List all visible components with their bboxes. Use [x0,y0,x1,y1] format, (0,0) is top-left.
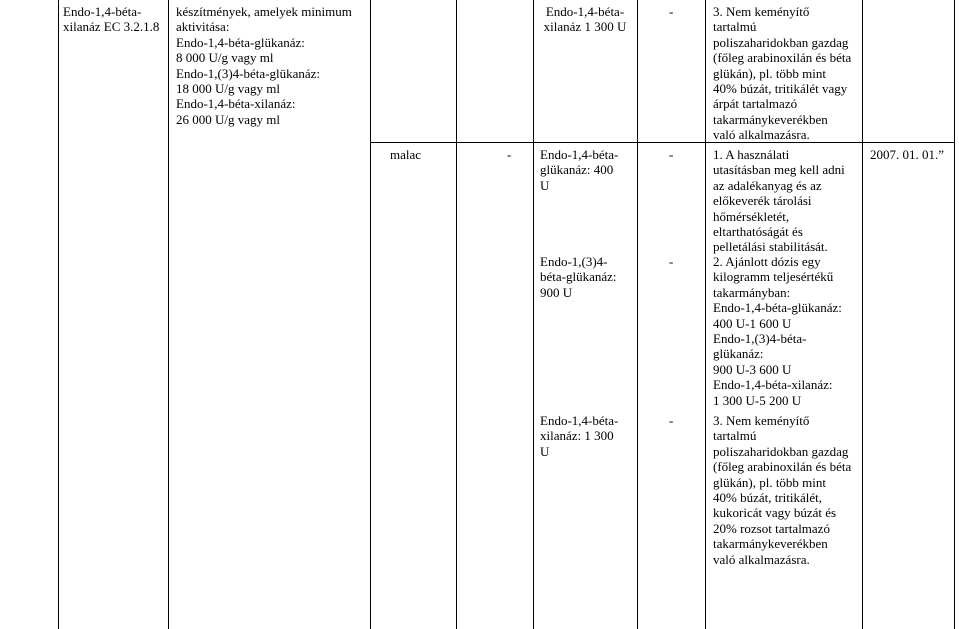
table-border-left [58,0,59,629]
table-border-2 [370,0,371,629]
table-border-right [954,0,955,629]
expiry-date-cell: 2007. 01. 01.” [870,147,945,162]
dose-glucanase-cell: Endo-1,4-béta- glükanáz: 400 U [540,147,619,193]
product-composition-cell: készítmények, amelyek minimum aktivitása: Endo-1,4-béta-glükanáz: 8 000 U/g vagy ml Endo-1,(3)4-béta-glükanáz: 18 000 U/g vagy ml Endo-1,4-béta-xilanáz: 26 000 U/g vagy ml [176,4,352,127]
note-2-cell: 2. Ajánlott dózis egy kilogramm teljesértékű takarmányban: Endo-1,4-béta-glükanáz: 400 U-1 600 U Endo-1,(3)4-béta- glükanáz: 900 U-3 600 U Endo-1,4-béta-xilanáz: 1 300 U-5 200 U [713,254,842,408]
dash-cell: - [669,147,674,162]
table-border-3 [456,0,457,629]
dose-xylanase-cell: Endo-1,4-béta- xilanáz 1 300 U [543,4,627,35]
dash-cell: - [507,147,512,162]
table-border-7 [862,0,863,629]
table-border-4 [533,0,534,629]
table-border-1 [168,0,169,629]
dash-cell: - [669,413,674,428]
dash-cell: - [669,4,674,19]
note-3-cell: 3. Nem keményítő tartalmú poliszaharidokban gazdag (főleg arabinoxilán és béta glükán), pl. több mint 40% búzát, tritikálét, kukoricát vagy búzát és 20% rozsot tartalmazó takarmánykeverékben való alkalmazásra. [713,413,852,567]
row-separator [370,142,955,143]
note-3-cell: 3. Nem keményítő tartalmú poliszaharidokban gazdag (főleg arabinoxilán és béta glükán), pl. több mint 40% búzát, tritikálét vagy árpát tartalmazó takarmánykeverékben való alkalmazásra. [713,4,852,143]
product-name-cell: Endo-1,4-béta- xilanáz EC 3.2.1.8 [63,4,160,35]
table-border-6 [705,0,706,629]
species-cell: malac [390,147,422,162]
dose-xylanase-cell: Endo-1,4-béta- xilanáz: 1 300 U [540,413,619,459]
table-border-5 [637,0,638,629]
dash-cell: - [669,254,674,269]
note-1-cell: 1. A használati utasításban meg kell adni az adalékanyag és az előkeverék tárolási hőmérsékletét, eltarthatóságát és pelletálási stabilitását. [713,147,845,255]
dose-glucanase-34-cell: Endo-1,(3)4- béta-glükanáz: 900 U [540,254,617,300]
